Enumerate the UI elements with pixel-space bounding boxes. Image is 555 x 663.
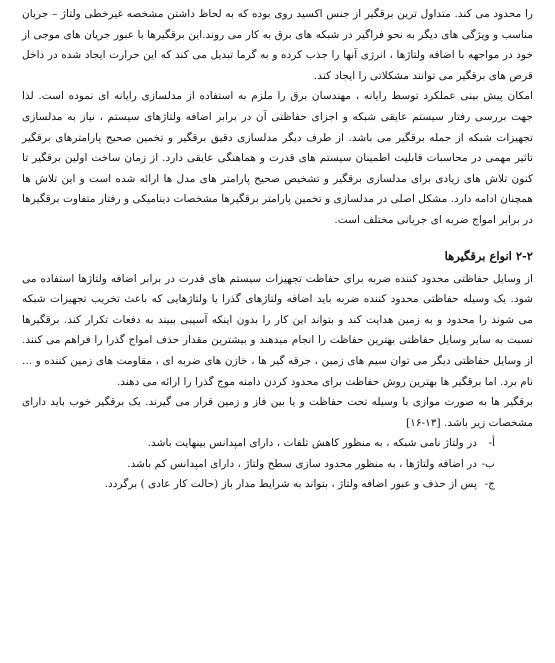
list-item xyxy=(22,454,533,475)
list-marker: ب- xyxy=(481,457,495,470)
section-heading: ۲-۲ انواع برقگیرها xyxy=(444,248,533,263)
requirements-list xyxy=(22,433,533,495)
list-item-text: پس از حذف و عبور اضافه ولتاژ ، بتواند به شرایط مدار باز (حالت کار عادی ) برگردد. xyxy=(104,478,477,491)
body-paragraph: را محدود می کند. متداول ترین برقگیر از جنس اکسید روی بوده که به لحاظ داشتن مشخصه غیرخطی ولتاژ – جریان مناسب و ویژگی های دیگر به نحو فراگیر در شبکه های برق به کار می روند.این برقگیرها با عبور جریان های موجی از خود در مواجهه با اضافه ولتاژها ، انرژی آنها را جذب کرده و به گرما تبدیل می کند که این حرارت ایجاد شده در داخل قرص های برقگیر می توانند مشکلاتی را ایجاد کند. xyxy=(22,8,533,82)
body-paragraph: امکان پیش بینی عملکرد توسط رایانه ، مهندسان برق را ملزم به استفاده از مدلسازی رایانه ای نموده است. لذا جهت بررسی رفتار سیستم عایقی شبکه و اجزای حفاظتی آن در برابر اضافه ولتاژهای سیستم ، نیاز به مدلسازی تجهیزات شبکه از جمله برقگیر می باشد. از طرف دیگر مدلسازی دقیق برقگیر و تخمین صحیح پارامترهای برقگیر تاثیر مهمی در محاسبات قابلیت اطمینان سیستم های قدرت و هماهنگی عایقی دارد. از زمان ساخت اولین برقگیر تا کنون تلاش های زیادی برای مدلسازی برقگیر و تشخیص صحیح پارامتر های مدل ها ارائه شده است و این تلاش ها همچنان ادامه دارد. مشکل اصلی در مدلسازی و تخمین پارامتر برقگیرها مشخصات دینامیکی و رفتار متفاوت برقگیرها در برابر امواج ضربه ای جریانی مختلف است. xyxy=(22,90,533,226)
list-item-text: در ولتاژ نامی شبکه ، به منظور کاهش تلفات ، دارای امپدانس بینهایت باشد. xyxy=(147,437,477,450)
body-paragraph: از وسایل حفاظتی محدود کننده ضربه برای حفاظت تجهیزات سیستم های قدرت در برابر اضافه ولتاژها استفاده می شود. یک وسیله حفاظتی محدود کننده ضربه باید اضافه ولتاژهای گذرا یا ولتاژهایی که باعث تخریب تجهیزات شبکه می شوند را محدود و به زمین هدایت کند و بتواند این کار را بدون اینکه آسیبی ببیند به دفعات تکرار کند. برقگیرها نسبت به سایر وسایل حفاظتی بهترین حفاظت را انجام میدهند و بیشترین مقدار حذف امواج گذرا را فراهم می کنند. از وسایل حفاظتی دیگر می توان سیم های زمین ، جرقه گیر ها ، خازن های ضربه ای ، مقاومت های زمین کننده و ... نام برد. اما برقگیر ها بهترین روش حفاظت برای محدود کردن دامنه موج گذرا را ارائه می دهند. xyxy=(22,272,533,388)
body-paragraph: برقگیر ها به صورت موازی با وسیله تحت حفاظت و یا بین فاز و زمین قرار می گیرند. یک برقگیر خوب باید دارای مشخصات زیر باشد. [۱۳-۱۶] xyxy=(22,396,533,429)
list-item xyxy=(22,474,533,495)
list-marker: ج- xyxy=(484,478,495,491)
list-item-text: در اضافه ولتاژها ، به منظور محدود سازی سطح ولتاژ ، دارای امپدانس کم باشد. xyxy=(127,457,477,470)
list-item xyxy=(22,433,533,454)
list-marker: أ- xyxy=(488,437,495,450)
